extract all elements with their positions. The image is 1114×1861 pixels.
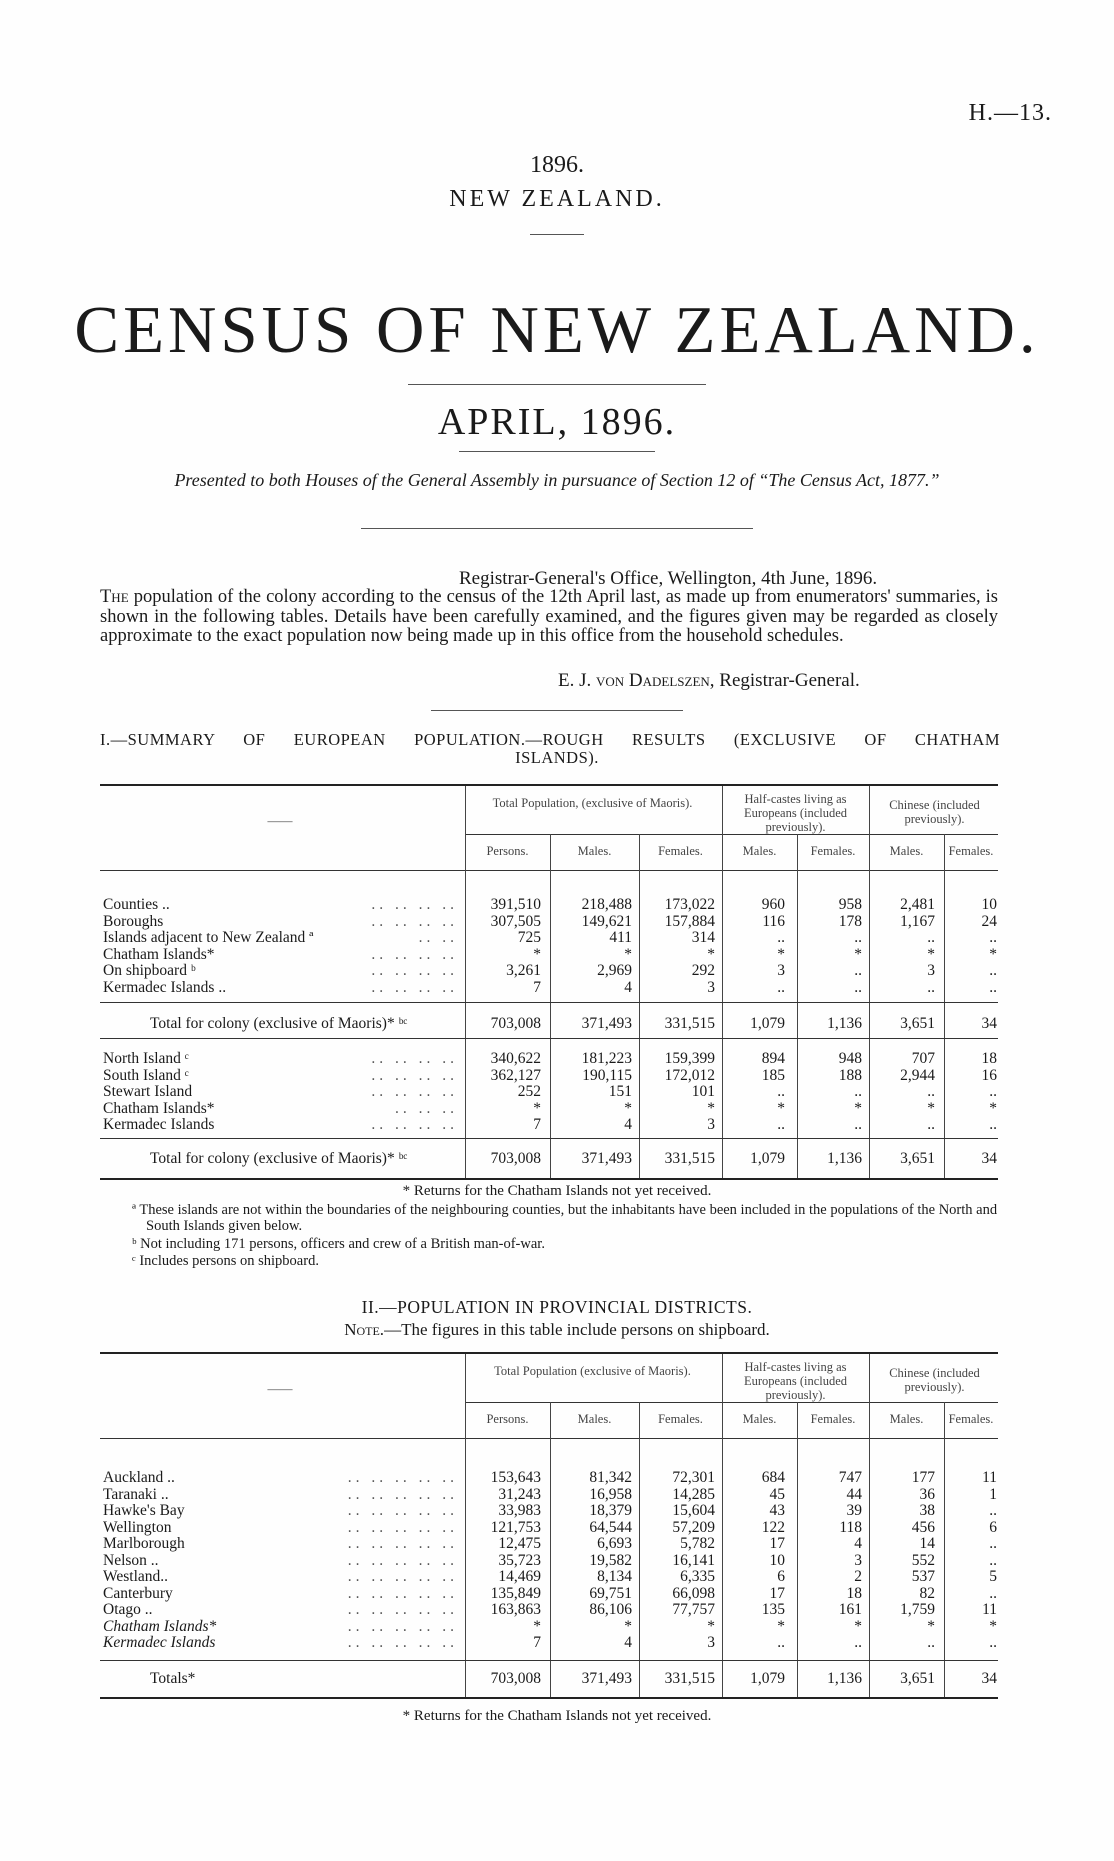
leader-dots: .. .. .. .. .. (347, 1584, 458, 1602)
total-row-label: Total for colony (exclusive of Maoris)* ᵇᶜ (150, 1015, 408, 1032)
table2-footnote-star: * Returns for the Chatham Islands not yet received. (402, 1708, 712, 1724)
cell-p: 725 (517, 929, 541, 946)
cell-hf: 1,136 (827, 1150, 862, 1167)
row-label: Kermadec Islands (103, 1116, 215, 1133)
cell-hf: 4 (854, 1535, 862, 1552)
leader-dots: .. .. .. .. .. (347, 1634, 458, 1651)
table-top-rule (100, 1352, 998, 1354)
cell-hf: 1,136 (827, 1015, 862, 1032)
cell-p: 153,643 (490, 1469, 541, 1486)
cell-cf: 6 (989, 1518, 997, 1536)
cell-f: 14,285 (672, 1485, 715, 1503)
cell-cf: 18 (981, 1050, 997, 1067)
row-label: Taranaki .. (103, 1485, 169, 1503)
row-label: Auckland .. (103, 1469, 175, 1486)
cell-cf: 34 (981, 1670, 997, 1687)
cell-p: 252 (517, 1083, 541, 1100)
row-label: Counties .. (103, 896, 170, 913)
table2-note-body: —The figures in this table include persons on shipboard. (384, 1320, 770, 1339)
table-rule (100, 1138, 998, 1139)
cell-m: 371,493 (581, 1670, 632, 1687)
cell-m: 411 (609, 929, 632, 946)
cell-cm: .. (927, 929, 935, 946)
cell-p: 362,127 (490, 1066, 541, 1084)
cell-f: 331,515 (664, 1015, 715, 1032)
cell-cf: 1 (989, 1485, 997, 1503)
cell-hf: 747 (838, 1469, 862, 1486)
cell-p: 14,469 (498, 1568, 541, 1585)
header-total-population: Total Population (exclusive of Maoris). (494, 1364, 691, 1378)
row-label: Westland.. (103, 1568, 169, 1585)
cell-cm: 14 (919, 1535, 935, 1552)
cell-m: 190,115 (582, 1066, 632, 1084)
cell-f: 331,515 (664, 1670, 715, 1687)
cell-hf: .. (854, 1634, 862, 1651)
cell-cf: .. (989, 1502, 997, 1519)
cell-p: * (533, 1617, 541, 1635)
cell-cm: 537 (911, 1568, 935, 1585)
col-ch-females: Females. (948, 1412, 994, 1426)
cell-cm: 1,759 (900, 1601, 935, 1618)
total-row-label: Total for colony (exclusive of Maoris)* ᵇᶜ (150, 1150, 408, 1167)
leader-dots: .. .. .. .. (371, 896, 458, 913)
cell-m: 149,621 (581, 912, 632, 930)
cell-p: 7 (533, 1116, 541, 1133)
cell-f: 57,209 (672, 1518, 715, 1536)
table2-note (0, 1320, 1114, 1340)
cell-m: 64,544 (589, 1518, 632, 1536)
leader-dots: .. .. .. .. .. (347, 1617, 458, 1635)
cell-cm: 36 (919, 1485, 935, 1503)
cell-m: 16,958 (589, 1485, 632, 1503)
table-rule (100, 1038, 998, 1039)
cell-hm: 17 (769, 1535, 785, 1552)
cell-cf: .. (989, 1535, 997, 1552)
table-header-rule (465, 834, 998, 835)
letter-body (100, 588, 998, 647)
document-year: 1896. (530, 152, 584, 178)
table-subheader-rule (100, 870, 998, 871)
row-label: Nelson .. (103, 1551, 159, 1569)
cell-f: 5,782 (680, 1535, 715, 1552)
cell-f: 72,301 (672, 1469, 715, 1486)
row-label: On shipboard ᵇ (103, 962, 196, 979)
leader-dots: .. .. .. .. (371, 978, 458, 996)
cell-hf: 948 (838, 1050, 862, 1067)
leader-dots: .. .. .. .. (371, 945, 458, 963)
signature-name: von Dadelszen, (596, 670, 715, 691)
cell-hm: .. (777, 1116, 785, 1133)
cell-f: 6,335 (680, 1568, 715, 1585)
letter-signature (558, 670, 860, 692)
page-title: CENSUS OF NEW ZEALAND. (74, 293, 1040, 367)
table2-note-lead: Note. (344, 1320, 385, 1339)
total-row-label: Totals* (150, 1670, 196, 1687)
cell-f: 173,022 (664, 896, 715, 913)
row-label: Kermadec Islands (103, 1634, 216, 1651)
row-label: Kermadec Islands .. (103, 978, 227, 996)
cell-cm: 38 (919, 1502, 935, 1519)
row-label: South Island ᶜ (103, 1066, 189, 1084)
cell-f: * (707, 1617, 715, 1635)
col-females: Females. (658, 844, 703, 858)
row-label: Otago .. (103, 1601, 153, 1618)
table1-footnote-star: * Returns for the Chatham Islands not yet received. (402, 1183, 712, 1199)
cell-hf: 161 (838, 1601, 862, 1618)
cell-hf: 44 (846, 1485, 862, 1503)
cell-f: 159,399 (664, 1050, 715, 1067)
cell-cm: .. (927, 1116, 935, 1133)
column-divider (550, 1402, 551, 1697)
table1-footnote-c: ᶜ Includes persons on shipboard. (132, 1253, 319, 1269)
cell-hf: 958 (838, 896, 862, 913)
cell-m: 218,488 (581, 896, 632, 913)
row-label: Stewart Island (103, 1083, 193, 1100)
cell-m: * (624, 945, 632, 963)
cell-p: 703,008 (490, 1670, 541, 1687)
cell-hm: 10 (769, 1551, 785, 1569)
cell-cf: .. (989, 1584, 997, 1602)
col-ch-females: Females. (948, 844, 994, 858)
leader-dots: .. .. .. .. (371, 1116, 458, 1133)
cell-cm: .. (927, 1083, 935, 1100)
leader-dots: .. .. .. .. .. (347, 1535, 458, 1552)
cell-f: 3 (707, 978, 715, 996)
leader-dots: .. .. .. .. (371, 962, 458, 979)
cell-f: 314 (691, 929, 715, 946)
col-persons: Persons. (486, 1412, 529, 1426)
cell-cm: 552 (911, 1551, 935, 1569)
cell-p: 307,505 (490, 912, 541, 930)
table-rule (100, 1660, 998, 1661)
cell-m: 4 (624, 1634, 632, 1651)
cell-hm: 3 (777, 962, 785, 979)
cell-hf: 188 (838, 1066, 862, 1084)
cell-cm: 82 (919, 1584, 935, 1602)
document-reference: H.—13. (968, 100, 1052, 126)
table-header-rule (465, 1402, 998, 1403)
cell-p: 35,723 (498, 1551, 541, 1569)
cell-p: 163,863 (490, 1601, 541, 1618)
cell-m: 81,342 (589, 1469, 632, 1486)
cell-hf: .. (854, 929, 862, 946)
cell-m: 371,493 (581, 1150, 632, 1167)
table2-title: II.—POPULATION IN PROVINCIAL DISTRICTS. (361, 1297, 753, 1317)
cell-cm: 2,944 (900, 1066, 935, 1084)
signature-initials: E. J. (558, 670, 592, 691)
column-divider (550, 834, 551, 1178)
cell-cm: 3 (927, 962, 935, 979)
cell-p: 31,243 (498, 1485, 541, 1503)
cell-cm: .. (927, 978, 935, 996)
table-subheader-rule (100, 1438, 998, 1439)
cell-m: 19,582 (589, 1551, 632, 1569)
cell-hf: .. (854, 1116, 862, 1133)
cell-hm: 17 (769, 1584, 785, 1602)
cell-hm: 1,079 (750, 1150, 785, 1167)
cell-hm: 894 (761, 1050, 785, 1067)
cell-hm: 43 (769, 1502, 785, 1519)
divider (459, 451, 655, 452)
divider (530, 234, 584, 235)
col-ch-males: Males. (889, 844, 924, 858)
cell-hf: * (854, 945, 862, 963)
cell-m: * (624, 1617, 632, 1635)
cell-p: 7 (533, 1634, 541, 1651)
row-label: Chatham Islands* (103, 945, 215, 963)
cell-cf: .. (989, 1083, 997, 1100)
leader-dots: .. .. .. .. .. (347, 1502, 458, 1519)
col-persons: Persons. (486, 844, 529, 858)
leader-dots: .. .. .. .. .. (347, 1485, 458, 1503)
cell-f: * (707, 945, 715, 963)
cell-hm: 1,079 (750, 1670, 785, 1687)
cell-cf: 11 (982, 1469, 997, 1486)
cell-hf: 1,136 (827, 1670, 862, 1687)
letter-office-line: Registrar-General's Office, Wellington, 4th June, 1896. (459, 568, 878, 589)
cell-cf: * (989, 1617, 997, 1635)
leader-dots: .. .. .. .. (371, 1066, 458, 1084)
cell-cm: .. (927, 1634, 935, 1651)
cell-cf: .. (989, 1116, 997, 1133)
leader-dots: .. .. (418, 929, 458, 946)
cell-hm: 6 (777, 1568, 785, 1585)
divider (361, 528, 753, 529)
row-label: Islands adjacent to New Zealand ª (103, 929, 314, 946)
signature-title: Registrar-General. (719, 670, 860, 691)
cell-p: 12,475 (498, 1535, 541, 1552)
divider (408, 384, 706, 385)
cell-hf: .. (854, 962, 862, 979)
divider (431, 710, 683, 711)
cell-cf: 24 (981, 912, 997, 930)
cell-p: 33,983 (498, 1502, 541, 1519)
row-label: Chatham Islands* (103, 1099, 215, 1117)
cell-f: 15,604 (672, 1502, 715, 1519)
table1-footnote-b: ᵇ Not including 171 persons, officers and crew of a British man-of-war. (132, 1236, 545, 1252)
cell-m: * (624, 1099, 632, 1117)
cell-hf: .. (854, 978, 862, 996)
cell-cf: 11 (982, 1601, 997, 1618)
cell-p: 7 (533, 978, 541, 996)
table1-title-line1: I.—SUMMARY OF EUROPEAN POPULATION.—ROUGH RESULTS (EXCLUSIVE OF CHATHAM (100, 730, 1000, 749)
cell-cm: * (927, 1099, 935, 1117)
leader-dots: .. .. .. .. .. (347, 1551, 458, 1569)
cell-cf: * (989, 945, 997, 963)
cell-cm: * (927, 1617, 935, 1635)
cell-m: 371,493 (581, 1015, 632, 1032)
cell-cf: * (989, 1099, 997, 1117)
leader-dots: .. .. .. .. .. (347, 1601, 458, 1618)
cell-hm: * (777, 1617, 785, 1635)
row-label: Wellington (103, 1518, 172, 1536)
table1-footnote-a: ª These islands are not within the boundaries of the neighbouring counties, but the inhabitants have been included in the populations of the North and South Islands given below. (132, 1202, 998, 1234)
cell-hf: 18 (846, 1584, 862, 1602)
header-chinese: Chinese (included previously). (889, 798, 980, 826)
cell-p: 391,510 (490, 896, 541, 913)
cell-p: 135,849 (490, 1584, 541, 1602)
cell-m: 4 (624, 1116, 632, 1133)
cell-p: 121,753 (490, 1518, 541, 1536)
letter-body-text: population of the colony according to the census of the 12th April last, as made up from enumerators' summaries, is shown in the following tables. Details have been carefully examined, and the figures given may be regarded as closely approximate to the exact population now being made up in this office from the household schedules. (100, 587, 998, 646)
col-hc-females: Females. (810, 1412, 856, 1426)
header-half-castes: Half-castes living as Europeans (included previously). (743, 1360, 848, 1402)
cell-hm: 684 (761, 1469, 785, 1486)
presentation-note: Presented to both Houses of the General Assembly in pursuance of Section 12 of “The Census Act, 1877.” (174, 470, 940, 490)
cell-p: 3,261 (506, 962, 541, 979)
cell-cm: 3,651 (900, 1670, 935, 1687)
letter-lead-word: The (100, 587, 129, 607)
cell-hm: 122 (761, 1518, 785, 1536)
cell-cf: .. (989, 962, 997, 979)
cell-cf: .. (989, 978, 997, 996)
col-hc-males: Males. (742, 1412, 777, 1426)
row-label: Canterbury (103, 1584, 173, 1602)
cell-hm: 116 (762, 912, 785, 930)
cell-hm: 45 (769, 1485, 785, 1503)
cell-hf: 39 (846, 1502, 862, 1519)
cell-p: 340,622 (490, 1050, 541, 1067)
cell-cm: 707 (911, 1050, 935, 1067)
header-dash: —— (267, 814, 293, 828)
page-subtitle: APRIL, 1896. (437, 401, 677, 443)
cell-f: 77,757 (672, 1601, 715, 1618)
cell-hm: .. (777, 978, 785, 996)
col-males: Males. (577, 1412, 612, 1426)
leader-dots: .. .. .. .. .. (347, 1568, 458, 1585)
cell-cf: 34 (981, 1150, 997, 1167)
table-top-rule (100, 784, 998, 786)
cell-cm: * (927, 945, 935, 963)
document-country: NEW ZEALAND. (449, 186, 665, 212)
cell-hm: * (777, 1099, 785, 1117)
cell-f: 331,515 (664, 1150, 715, 1167)
cell-hm: .. (777, 929, 785, 946)
cell-f: * (707, 1099, 715, 1117)
row-label: Marlborough (103, 1535, 185, 1552)
cell-hm: .. (777, 1634, 785, 1651)
cell-p: 703,008 (490, 1150, 541, 1167)
header-chinese: Chinese (included previously). (889, 1366, 980, 1394)
table-bottom-rule (100, 1697, 998, 1699)
cell-cm: 3,651 (900, 1150, 935, 1167)
leader-dots: .. .. .. .. .. (347, 1518, 458, 1536)
cell-m: 6,693 (597, 1535, 632, 1552)
cell-hf: .. (854, 1083, 862, 1100)
leader-dots: .. .. .. .. (371, 912, 458, 930)
cell-hm: .. (777, 1083, 785, 1100)
cell-f: 66,098 (672, 1584, 715, 1602)
cell-f: 172,012 (664, 1066, 715, 1084)
table-rule (100, 1002, 998, 1003)
cell-hm: 185 (761, 1066, 785, 1084)
table1-title-line2: ISLANDS). (515, 748, 599, 767)
cell-p: 703,008 (490, 1015, 541, 1032)
col-hc-females: Females. (810, 844, 856, 858)
cell-cm: 177 (911, 1469, 935, 1486)
cell-m: 4 (624, 978, 632, 996)
cell-hm: 960 (761, 896, 785, 913)
cell-hf: * (854, 1099, 862, 1117)
col-females: Females. (658, 1412, 703, 1426)
cell-m: 2,969 (597, 962, 632, 979)
leader-dots: .. .. .. (395, 1099, 458, 1117)
cell-m: 8,134 (597, 1568, 632, 1585)
cell-hf: 178 (838, 912, 862, 930)
cell-f: 3 (707, 1634, 715, 1651)
cell-f: 101 (691, 1083, 715, 1100)
cell-hm: 1,079 (750, 1015, 785, 1032)
cell-cf: 5 (989, 1568, 997, 1585)
cell-hf: * (854, 1617, 862, 1635)
cell-cf: 34 (981, 1015, 997, 1032)
col-ch-males: Males. (889, 1412, 924, 1426)
cell-p: * (533, 945, 541, 963)
cell-cf: .. (989, 1634, 997, 1651)
cell-cm: 2,481 (900, 896, 935, 913)
row-label: Chatham Islands* (103, 1617, 217, 1635)
leader-dots: .. .. .. .. .. (347, 1469, 458, 1486)
header-dash: —— (267, 1382, 293, 1396)
cell-hf: 2 (854, 1568, 862, 1585)
cell-f: 16,141 (672, 1551, 715, 1569)
leader-dots: .. .. .. .. (371, 1083, 458, 1100)
cell-cm: 3,651 (900, 1015, 935, 1032)
cell-cf: 16 (981, 1066, 997, 1084)
cell-m: 69,751 (589, 1584, 632, 1602)
row-label: Hawke's Bay (103, 1502, 185, 1519)
cell-f: 3 (707, 1116, 715, 1133)
leader-dots: .. .. .. .. (371, 1050, 458, 1067)
cell-m: 181,223 (581, 1050, 632, 1067)
cell-cm: 456 (911, 1518, 935, 1536)
header-total-population: Total Population, (exclusive of Maoris). (492, 796, 693, 810)
row-label: Boroughs (103, 912, 164, 930)
cell-hm: * (777, 945, 785, 963)
cell-cf: .. (989, 929, 997, 946)
cell-m: 18,379 (589, 1502, 632, 1519)
cell-hf: 118 (839, 1518, 862, 1536)
col-males: Males. (577, 844, 612, 858)
cell-m: 86,106 (589, 1601, 632, 1618)
cell-f: 157,884 (664, 912, 715, 930)
cell-cm: 1,167 (900, 912, 935, 930)
cell-hf: 3 (854, 1551, 862, 1569)
col-hc-males: Males. (742, 844, 777, 858)
cell-f: 292 (691, 962, 715, 979)
row-label: North Island ᶜ (103, 1050, 189, 1067)
cell-cf: .. (989, 1551, 997, 1569)
header-half-castes: Half-castes living as Europeans (included previously). (743, 792, 848, 834)
cell-m: 151 (608, 1083, 632, 1100)
cell-p: * (533, 1099, 541, 1117)
cell-hm: 135 (761, 1601, 785, 1618)
cell-cf: 10 (981, 896, 997, 913)
table-bottom-rule (100, 1178, 998, 1180)
